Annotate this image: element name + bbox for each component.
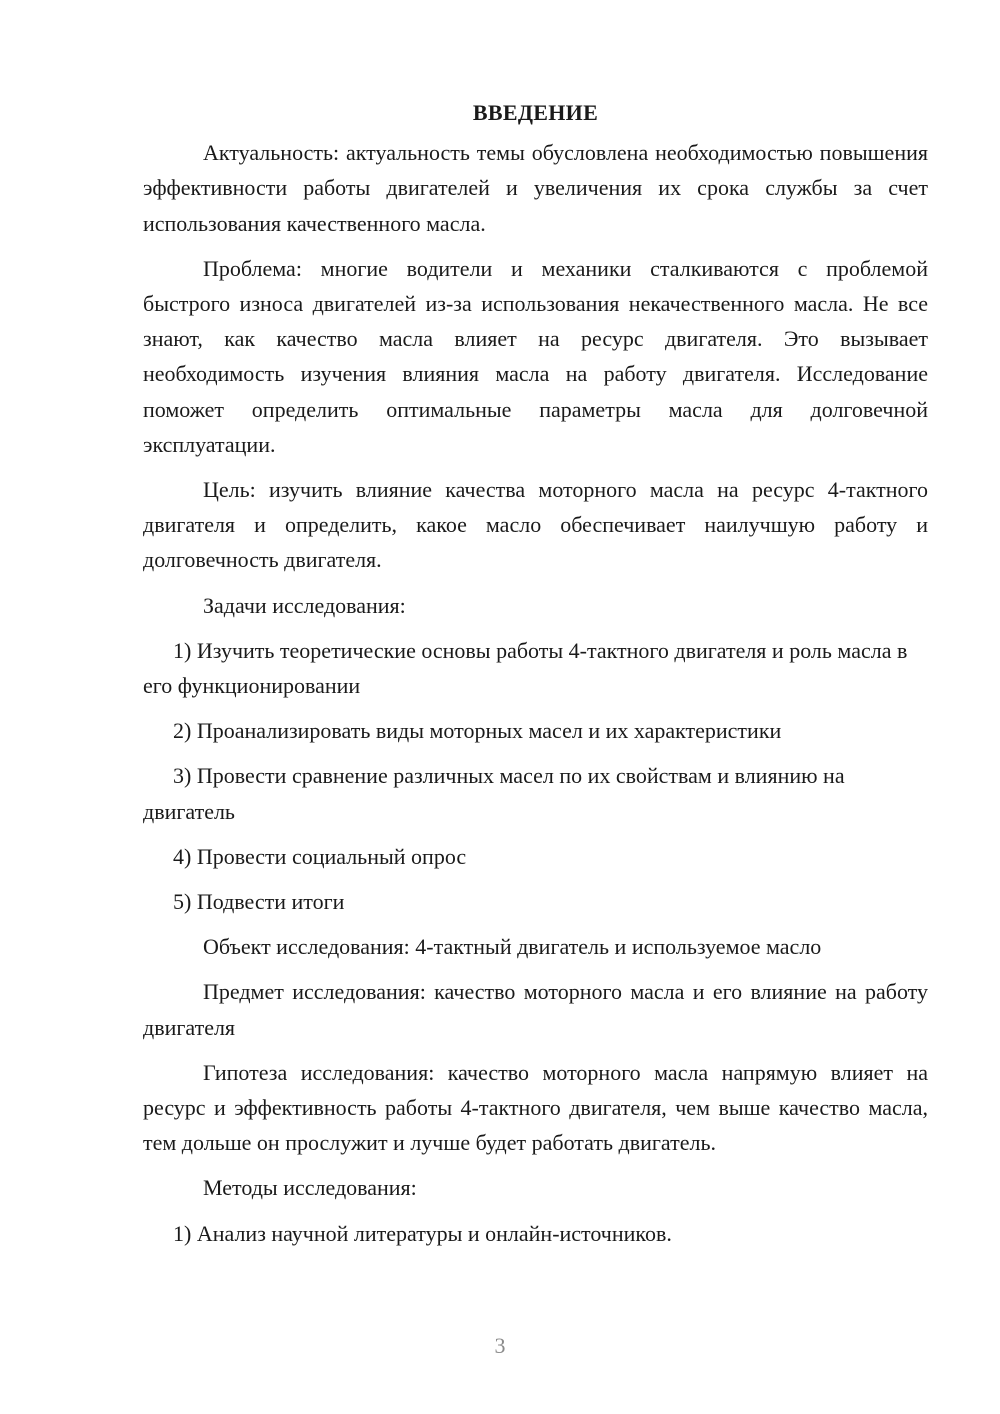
page-number: 3: [494, 1333, 506, 1358]
object-paragraph: Объект исследования: 4-тактный двигатель и используемое масло: [203, 934, 822, 960]
tasks-heading: Задачи исследования:: [203, 592, 406, 618]
relevance-paragraph: Актуальность: актуальность темы обусловлена необходимостью повышения эффективности работы двигателей и увеличения их срока службы за счет использования качественного масла.: [143, 140, 928, 236]
task-item-4: 4) Провести социальный опрос: [173, 843, 467, 869]
task-item-1: 1) Изучить теоретические основы работы 4-тактного двигателя и роль масла в его функционировании: [143, 637, 908, 699]
task-item-5: 5) Подвести итоги: [173, 889, 345, 915]
problem-paragraph: Проблема: многие водители и механики сталкиваются с проблемой быстрого износа двигателей из-за использования некачественного масла. Не все знают, как качество масла влияет на ресурс двигателя. Это вызывает необходимость изучения влияния масла на работу двигателя. Исследование поможет определить оптимальные параметры масла для долговечной эксплуатации.: [143, 255, 928, 457]
section-title: ВВЕДЕНИЕ: [472, 100, 599, 125]
method-item-1: 1) Анализ научной литературы и онлайн-источников.: [173, 1220, 672, 1246]
task-item-2: 2) Проанализировать виды моторных масел и их характеристики: [173, 718, 782, 744]
goal-paragraph: Цель: изучить влияние качества моторного масла на ресурс 4-тактного двигателя и определить, какое масло обеспечивает наилучшую работу и долговечность двигателя.: [143, 477, 928, 573]
document-page: [143, 95, 928, 1261]
task-item-3: 3) Провести сравнение различных масел по их свойствам и влиянию на двигатель: [143, 763, 845, 824]
subject-paragraph: Предмет исследования: качество моторного масла и его влияние на работу двигателя: [143, 979, 928, 1040]
hypothesis-paragraph: Гипотеза исследования: качество моторного масла напрямую влияет на ресурс и эффективность работы 4-тактного двигателя, чем выше качество масла, тем дольше он прослужит и лучше будет работать двигатель.: [143, 1059, 928, 1156]
methods-heading: Методы исследования:: [203, 1175, 417, 1201]
